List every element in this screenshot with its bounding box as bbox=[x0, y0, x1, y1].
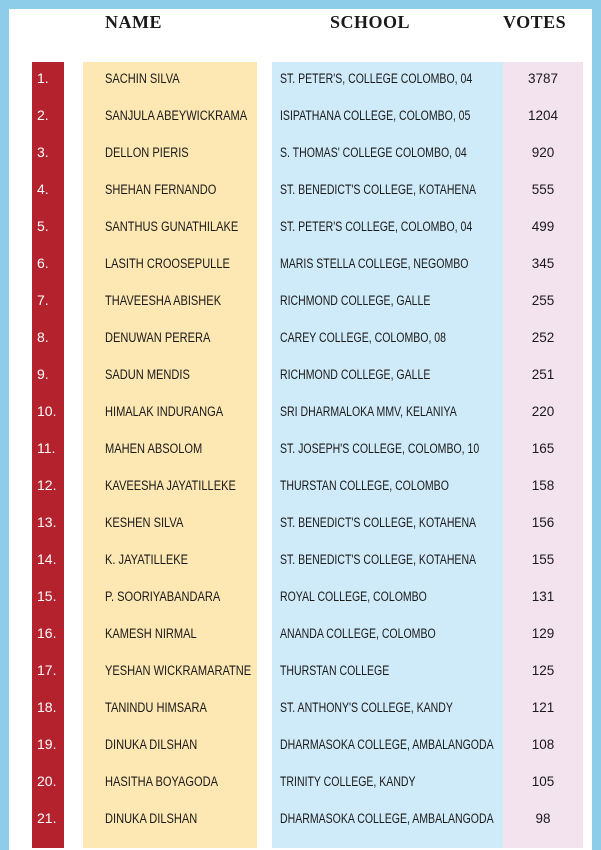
school-cell: ST. BENEDICT'S COLLEGE, KOTAHENA bbox=[280, 515, 477, 530]
votes-cell: 121 bbox=[531, 700, 555, 715]
school-cell: THURSTAN COLLEGE, COLOMBO bbox=[280, 478, 449, 493]
school-cell: RICHMOND COLLEGE, GALLE bbox=[280, 293, 431, 308]
table-row bbox=[0, 469, 601, 506]
rank-cell: 15. bbox=[37, 588, 57, 604]
name-cell: DELLON PIERIS bbox=[105, 145, 189, 160]
name-cell: KESHEN SILVA bbox=[105, 515, 184, 530]
school-cell: ISIPATHANA COLLEGE, COLOMBO, 05 bbox=[280, 108, 471, 123]
name-cell: DINUKA DILSHAN bbox=[105, 737, 198, 752]
votes-cell: 156 bbox=[531, 515, 555, 530]
rank-cell: 8. bbox=[37, 329, 49, 345]
rank-cell: 12. bbox=[37, 477, 57, 493]
votes-cell: 920 bbox=[531, 145, 555, 160]
table-row bbox=[0, 136, 601, 173]
rank-cell: 19. bbox=[37, 736, 57, 752]
name-cell: THAVEESHA ABISHEK bbox=[105, 293, 222, 308]
table-row bbox=[0, 173, 601, 210]
table-row bbox=[0, 247, 601, 284]
name-cell: P. SOORIYABANDARA bbox=[105, 589, 221, 604]
rank-cell: 10. bbox=[37, 403, 57, 419]
rank-cell: 11. bbox=[37, 440, 56, 456]
table-row bbox=[0, 617, 601, 654]
votes-cell: 251 bbox=[531, 367, 555, 382]
school-cell: ST. BENEDICT'S COLLEGE, KOTAHENA bbox=[280, 552, 477, 567]
rank-cell: 17. bbox=[37, 662, 57, 678]
school-cell: ST. BENEDICT'S COLLEGE, KOTAHENA bbox=[280, 182, 477, 197]
votes-cell: 108 bbox=[531, 737, 555, 752]
name-cell: MAHEN ABSOLOM bbox=[105, 441, 203, 456]
name-cell: SHEHAN FERNANDO bbox=[105, 182, 217, 197]
name-cell: DENUWAN PERERA bbox=[105, 330, 211, 345]
header-school: SCHOOL bbox=[330, 12, 411, 32]
votes-cell: 125 bbox=[531, 663, 555, 678]
votes-cell: 345 bbox=[531, 256, 555, 271]
school-cell: RICHMOND COLLEGE, GALLE bbox=[280, 367, 431, 382]
name-cell: SADUN MENDIS bbox=[105, 367, 190, 382]
school-cell: S. THOMAS' COLLEGE COLOMBO, 04 bbox=[280, 145, 467, 160]
table-row bbox=[0, 284, 601, 321]
vote-table bbox=[0, 62, 601, 839]
votes-cell: 220 bbox=[531, 404, 555, 419]
name-cell: K. JAYATILLEKE bbox=[105, 552, 189, 567]
school-cell: ST. PETER'S, COLLEGE COLOMBO, 04 bbox=[280, 71, 473, 86]
table-row bbox=[0, 728, 601, 765]
rank-cell: 20. bbox=[37, 773, 57, 789]
rank-cell: 4. bbox=[37, 181, 49, 197]
school-cell: ANANDA COLLEGE, COLOMBO bbox=[280, 626, 436, 641]
name-cell: KAMESH NIRMAL bbox=[105, 626, 197, 641]
rank-cell: 13. bbox=[37, 514, 57, 530]
school-cell: TRINITY COLLEGE, KANDY bbox=[280, 774, 416, 789]
table-row bbox=[0, 691, 601, 728]
table-row bbox=[0, 432, 601, 469]
table-row bbox=[0, 321, 601, 358]
table-row bbox=[0, 62, 601, 99]
table-row bbox=[0, 358, 601, 395]
table-row bbox=[0, 210, 601, 247]
school-cell: DHARMASOKA COLLEGE, AMBALANGODA bbox=[280, 737, 494, 752]
votes-cell: 555 bbox=[531, 182, 555, 197]
votes-cell: 3787 bbox=[527, 71, 559, 86]
rank-cell: 2. bbox=[37, 107, 49, 123]
header-votes: VOTES bbox=[503, 12, 567, 32]
votes-cell: 98 bbox=[535, 811, 551, 826]
school-cell: CAREY COLLEGE, COLOMBO, 08 bbox=[280, 330, 447, 345]
rank-cell: 7. bbox=[37, 292, 49, 308]
school-cell: ST. PETER'S COLLEGE, COLOMBO, 04 bbox=[280, 219, 473, 234]
name-cell: TANINDU HIMSARA bbox=[105, 700, 207, 715]
table-row bbox=[0, 654, 601, 691]
school-cell: ROYAL COLLEGE, COLOMBO bbox=[280, 589, 427, 604]
votes-cell: 1204 bbox=[527, 108, 559, 123]
votes-cell: 165 bbox=[531, 441, 555, 456]
name-cell: SANTHUS GUNATHILAKE bbox=[105, 219, 239, 234]
rank-cell: 6. bbox=[37, 255, 49, 271]
name-cell: HASITHA BOYAGODA bbox=[105, 774, 218, 789]
table-row bbox=[0, 99, 601, 136]
name-cell: LASITH CROOSEPULLE bbox=[105, 256, 230, 271]
school-cell: ST. JOSEPH'S COLLEGE, COLOMBO, 10 bbox=[280, 441, 480, 456]
table-row bbox=[0, 395, 601, 432]
table-row bbox=[0, 580, 601, 617]
table-row bbox=[0, 802, 601, 839]
rank-cell: 18. bbox=[37, 699, 57, 715]
rank-cell: 5. bbox=[37, 218, 49, 234]
rank-cell: 1. bbox=[37, 70, 49, 86]
rank-cell: 14. bbox=[37, 551, 57, 567]
votes-cell: 155 bbox=[531, 552, 555, 567]
rank-cell: 21. bbox=[37, 810, 57, 826]
table-row bbox=[0, 543, 601, 580]
name-cell: SACHIN SILVA bbox=[105, 71, 180, 86]
rank-cell: 9. bbox=[37, 366, 49, 382]
school-cell: DHARMASOKA COLLEGE, AMBALANGODA bbox=[280, 811, 494, 826]
table-row bbox=[0, 506, 601, 543]
header-name: NAME bbox=[105, 12, 162, 32]
school-cell: SRI DHARMALOKA MMV, KELANIYA bbox=[280, 404, 457, 419]
rank-cell: 3. bbox=[37, 144, 49, 160]
name-cell: SANJULA ABEYWICKRAMA bbox=[105, 108, 248, 123]
table-row bbox=[0, 765, 601, 802]
name-cell: HIMALAK INDURANGA bbox=[105, 404, 224, 419]
votes-cell: 105 bbox=[531, 774, 555, 789]
votes-cell: 131 bbox=[531, 589, 555, 604]
school-cell: THURSTAN COLLEGE bbox=[280, 663, 390, 678]
votes-cell: 255 bbox=[531, 293, 555, 308]
school-cell: ST. ANTHONY'S COLLEGE, KANDY bbox=[280, 700, 453, 715]
rank-cell: 16. bbox=[37, 625, 57, 641]
school-cell: MARIS STELLA COLLEGE, NEGOMBO bbox=[280, 256, 469, 271]
name-cell: KAVEESHA JAYATILLEKE bbox=[105, 478, 236, 493]
votes-cell: 499 bbox=[531, 219, 555, 234]
votes-cell: 252 bbox=[531, 330, 555, 345]
votes-cell: 129 bbox=[531, 626, 555, 641]
votes-cell: 158 bbox=[531, 478, 555, 493]
name-cell: DINUKA DILSHAN bbox=[105, 811, 198, 826]
name-cell: YESHAN WICKRAMARATNE bbox=[105, 663, 252, 678]
